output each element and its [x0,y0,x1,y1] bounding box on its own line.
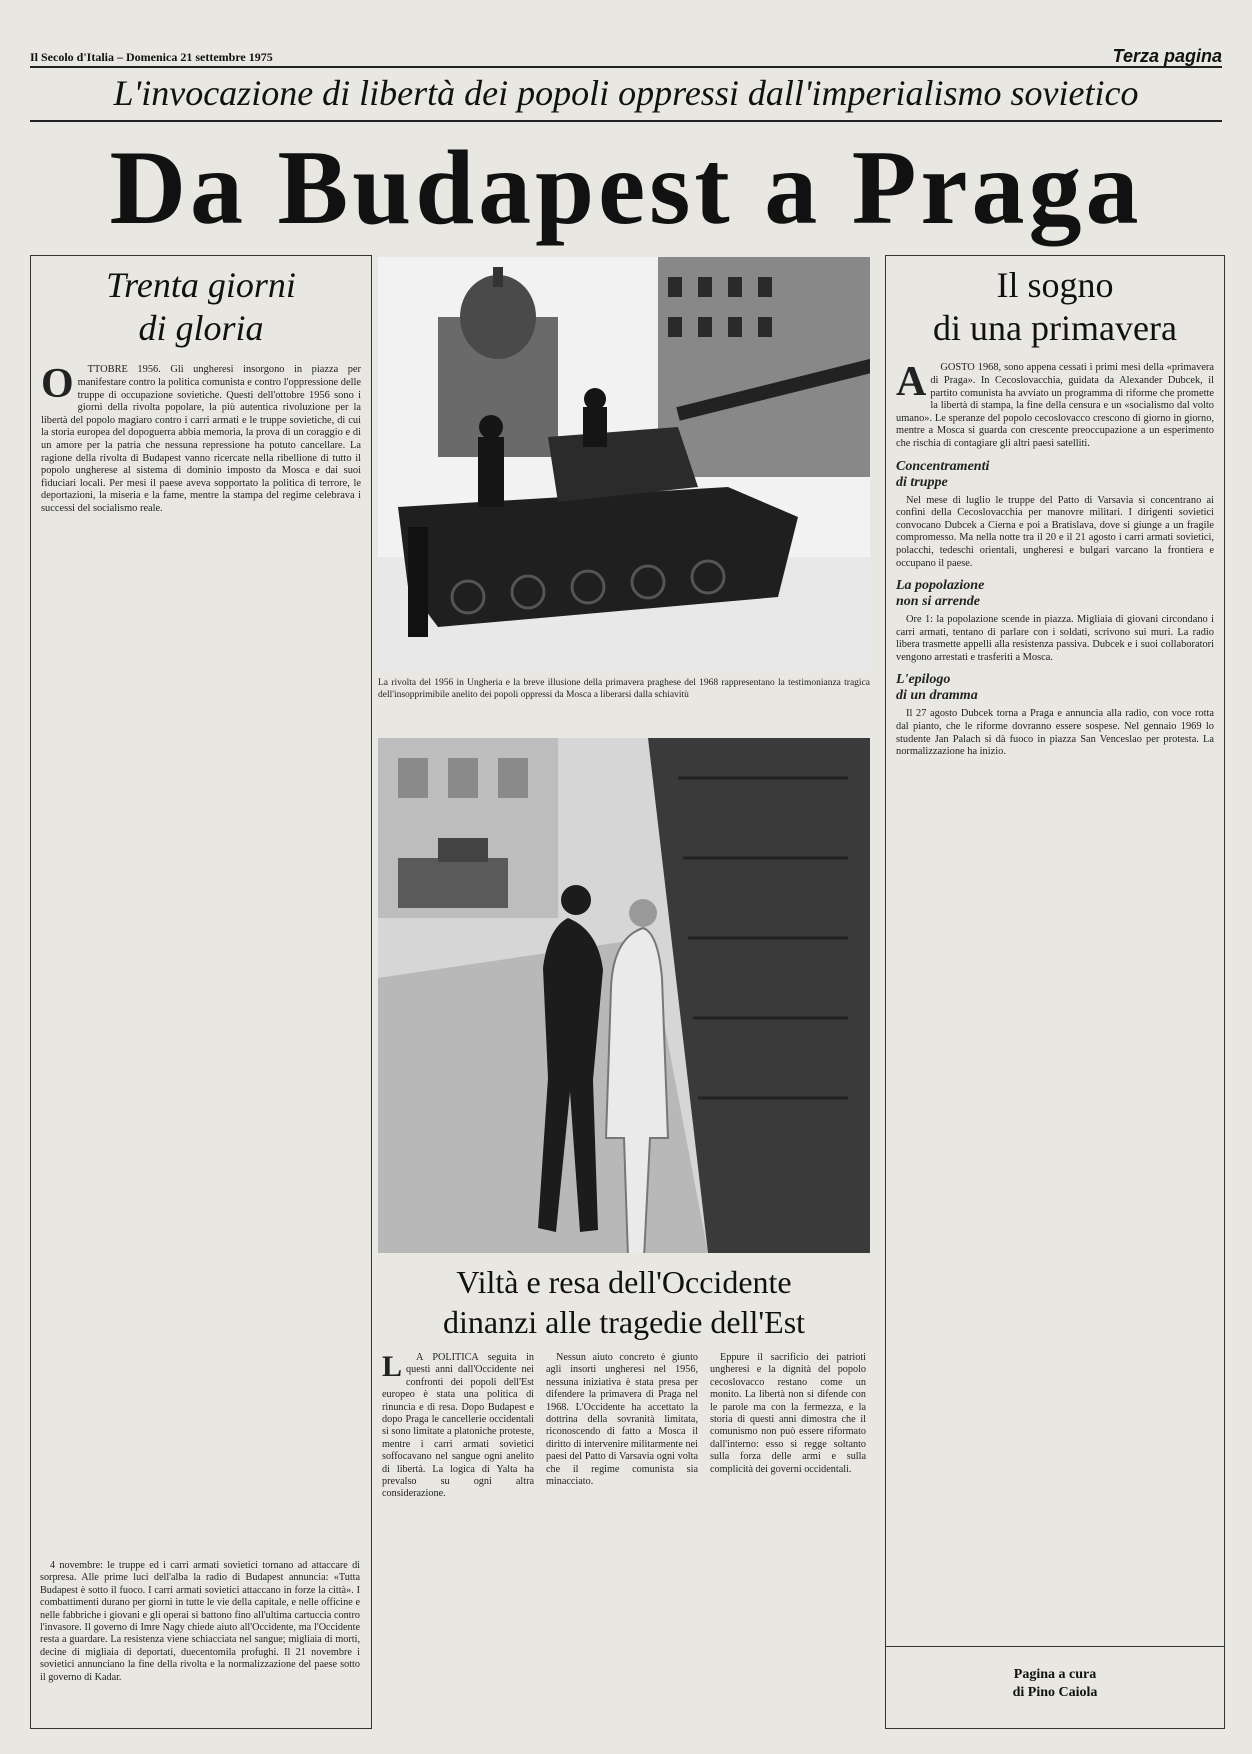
subhead3-line2: di un dramma [896,688,978,704]
right-subhead-1 [896,459,1204,491]
left-title-line2: di gloria [138,308,264,349]
subhead1-line2: di truppe [896,474,948,490]
street-photo-icon [378,738,870,1253]
left-article-text: TTOBRE 1956. Gli ungheresi insorgono in piazza per manifestare contro la politica comunista e contro l'oppressione delle truppe di occupazione sovietiche. Questi dell'ottobre 1956 sono i giorni della rivolta popolare, la più autentica rivoluzione per la libertà del popolo magiaro contro i carri armati e le truppe sovietiche, di cui la storia europea del dopoguerra abbia memoria, la prova di un coraggio e di un amore per la patria che nessuna repressione ha potuto cancellare. La ragione della rivolta di Budapest vanno ricercate nella ribellione di tutto il popolo ungherese al sistema di dominio imposto da Mosca e dai suoi fiduciari locali. Per mesi il paese aveva sopportato la politica di terrore, le deportazioni, la miseria e la fame, mentre la stampa del regime celebrava i successi del socialismo reale. [41,364,361,514]
right-article-text: GOSTO 1968, sono appena cessati i primi mesi della «primavera di Praga». In Cecoslovacchia, guidata da Alexander Dubcek, il partito comunista ha avviato un programma di riforme che promette la libertà di stampa, la fine della censura e un «socialismo dal volto umano». Le speranze del popolo cecoslovacco crescono di giorno in giorno, mentre a Mosca si guarda con crescente preoccupazione a un esperimento che rischia di contagiare gli altri paesi satelliti. [896,362,1214,449]
middle-title-line2: dinanzi alle tragedie dell'Est [442,1304,806,1340]
right-title-line2: di una primavera [933,308,1177,349]
right-article [885,255,1225,1729]
left-article-title [31,264,371,350]
right-article-body [886,362,1224,1602]
subhead3-line1: L'epilogo [896,672,951,688]
right-article-title [886,264,1224,350]
right-subhead-2 [896,578,1204,610]
middle-section-title [378,1262,870,1342]
middle-text-column [40,1560,360,1720]
middle-col-2 [546,1352,698,1722]
right-article-text-4: Il 27 agosto Dubcek torna a Praga e annuncia alla radio, con voce rotta dal pianto, che le riforme dovranno essere sospese. Nel gennaio 1969 lo studente Jan Palach si dà fuoco in piazza San Venceslao per protesta. La normalizzazione ha inizio. [896,708,1214,758]
credit-line1: Pagina a cura [1013,1667,1097,1682]
subhead2-line1: La popolazione [896,578,985,594]
headline: Da Budapest a Praga [109,129,1143,246]
tank-photo-icon [378,257,870,672]
kicker: L'invocazione di libertà dei popoli oppressi dall'imperialismo sovietico [113,73,1139,113]
middle-col2-text: Nessun aiuto concreto è giunto agli insorti ungheresi nel 1956, nessuna iniziativa è stata presa per difendere la primavera di Praga nel 1968. L'Occidente ha accettato la dottrina della sovranità limitata, riconoscendo di fatto a Mosca il diritto di intervenire militarmente nei paesi del Patto di Varsavia ogni volta che il regime comunista sia minacciato. [546,1352,698,1488]
left-title-line1: Trenta giorni [106,265,296,305]
right-subhead-3 [896,672,1204,704]
middle-title-line1: Viltà e resa dell'Occidente [456,1264,792,1300]
left-article-body [31,364,371,1704]
left-article [30,255,372,1729]
credit-rule [886,1646,1224,1647]
subhead1-line1: Concentramenti [896,458,990,474]
header-rule [30,66,1222,68]
left-dropcap: O [41,364,74,408]
middle-col3-text: Eppure il sacrificio dei patrioti ungheresi e la dignità del popolo cecoslovacco restano come un monito. La libertà non si difende con le parole ma con la fermezza, e la storia di questi anni dimostra che il comunismo non può essere riformato dall'interno: esso si regge soltanto sulla forza delle armi e sulla complicità dei governi occidentali. [710,1352,866,1475]
kicker-rule [30,120,1222,122]
top-photo-caption: La rivolta del 1956 in Ungheria e la breve illusione della primavera praghese del 1968 rappresentano la testimonianza tragica dell'insopprimibile anelito dei popoli oppressi da Mosca a liberarsi dalla schiavitù [378,678,870,700]
running-header [30,46,1222,66]
right-article-text-2: Nel mese di luglio le truppe del Patto di Varsavia si concentrano ai confini della Cecoslovacchia per manovre militari. I dirigenti sovietici convocano Dubcek a Cierna e poi a Bratislava, dove si giunge a un fragile compromesso. Ma nella notte tra il 20 e il 21 agosto i carri armati sovietici, polacchi, tedeschi orientali, ungheresi e bulgari varcano la frontiera e occupano il paese. [896,494,1214,569]
running-header-left: Il Secolo d'Italia – Domenica 21 settembre 1975 [30,50,273,64]
subhead2-line2: non si arrende [896,594,981,610]
right-title-line1: Il sogno [996,265,1114,305]
middle-col1-text: A POLITICA seguita in questi anni dall'Occidente nei confronti dei popoli dell'Est europeo è stata una politica di rinuncia e di resa. Dopo Budapest e dopo Praga le cancellerie occidentali si sono limitate a platoniche proteste, mentre i carri armati sovietici soffocavano nel sangue ogni anelito di libertà. La logica di Yalta ha prevalso su ogni altra considerazione. [382,1352,534,1500]
middle-dropcap: L [382,1352,403,1383]
tank-photo [378,257,870,672]
street-photo [378,738,870,1253]
middle-text: 4 novembre: le truppe ed i carri armati sovietici tornano ad attaccare di sorpresa. Alle prime luci dell'alba la radio di Budapest annuncia: «Tutta Budapest è sotto il fuoco. I carri armati sovietici attaccano in forze la città». I combattimenti durano per giorni in tutte le vie della capitale, e nelle officine e nelle fabbriche i giovani e gli operai si battono fino all'ultima cartuccia contro l'invasore. Il governo di Imre Nagy chiede aiuto all'Occidente, ma l'Occidente resta a guardare. La resistenza viene schiacciata nel sangue; migliaia di morti, decine di migliaia di deportati, duecentomila profughi. Il 21 novembre i sovietici annunciano la fine della rivolta e la normalizzazione del paese sotto il governo di Kadar. [40,1560,360,1683]
credit-line2: di Pino Caiola [1012,1685,1098,1700]
middle-col-3 [710,1352,866,1722]
right-dropcap: A [896,362,927,406]
section-name: Terza pagina [1112,46,1222,66]
middle-col-1 [382,1352,534,1722]
page-credit [886,1666,1224,1702]
right-article-text-3: Ore 1: la popolazione scende in piazza. Migliaia di giovani circondano i carri armati, tentano di parlare con i soldati, scrivono sui muri. La radio libera trasmette appelli alla resistenza passiva. Dubcek e i suoi collaboratori vengono arrestati e trasferiti a Mosca. [896,614,1214,663]
